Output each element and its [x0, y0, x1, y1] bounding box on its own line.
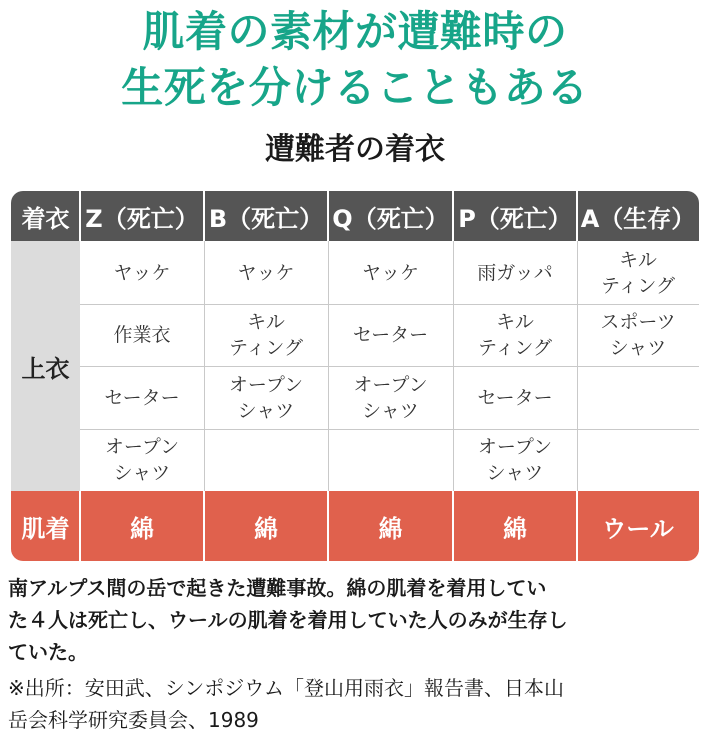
underwear-a: ウール [602, 514, 674, 543]
cell-b-2: キル ティング [228, 311, 304, 359]
header-corner-label: 着衣 [21, 204, 70, 233]
clothing-table [11, 191, 699, 561]
caption-line-2: た４人は死亡し、ウールの肌着を着用していた人のみが生存し [8, 608, 568, 632]
cell-p-3: セーター [477, 386, 553, 409]
header-person-b: B（死亡） [208, 204, 324, 233]
header-person-z: Z（死亡） [85, 204, 199, 233]
cell-z-3: セーター [104, 386, 180, 409]
header-person-a: A（生存） [580, 204, 696, 233]
cell-q-2: セーター [352, 324, 429, 346]
header-person-p: P（死亡） [458, 204, 572, 233]
cell-b-3: オープン シャツ [228, 373, 304, 422]
underwear-q: 綿 [378, 514, 403, 543]
caption-line-1: 南アルプス間の岳で起きた遭難事故。綿の肌着を着用してい [8, 576, 547, 600]
cell-z-4: オープン シャツ [104, 436, 180, 484]
cell-a-1: キル ティング [600, 248, 676, 297]
source-line-1: ※出所：安田武、シンポジウム「登山用雨衣」報告書、日本山 [8, 676, 565, 700]
cell-z-1: ヤッケ [113, 261, 171, 284]
cell-q-3: オープン シャツ [353, 373, 428, 422]
underwear-z: 綿 [130, 514, 154, 543]
cell-a-4 [577, 429, 699, 491]
cell-b-4 [204, 429, 328, 491]
table-title: 遭難者の着衣 [265, 132, 445, 167]
row-label-underwear: 肌着 [21, 514, 70, 543]
caption-line-3: ていた。 [8, 640, 88, 664]
headline-line-2: 生死を分けることもある [121, 63, 589, 112]
cell-b-1: ヤッケ [237, 261, 295, 284]
headline-line-1: 肌着の素材が遭難時の [142, 7, 568, 56]
cell-a-3 [577, 366, 699, 429]
underwear-p: 綿 [503, 514, 527, 543]
cell-a-2: スポーツ シャツ [600, 311, 676, 359]
cell-p-1: 雨ガッパ [477, 261, 553, 284]
cell-q-1: ヤッケ [361, 261, 419, 284]
underwear-b: 綿 [254, 514, 278, 543]
cell-q-4 [328, 429, 453, 491]
source-note [8, 672, 704, 736]
cell-z-2: 作業衣 [113, 324, 171, 346]
caption [8, 572, 704, 668]
header-person-q: Q（死亡） [332, 204, 449, 233]
row-label-outerwear: 上衣 [11, 241, 80, 491]
cell-p-2: キル ティング [477, 311, 553, 359]
source-line-2: 岳会科学研究委員会、1989 [8, 708, 259, 732]
cell-p-4: オープン シャツ [477, 436, 553, 484]
